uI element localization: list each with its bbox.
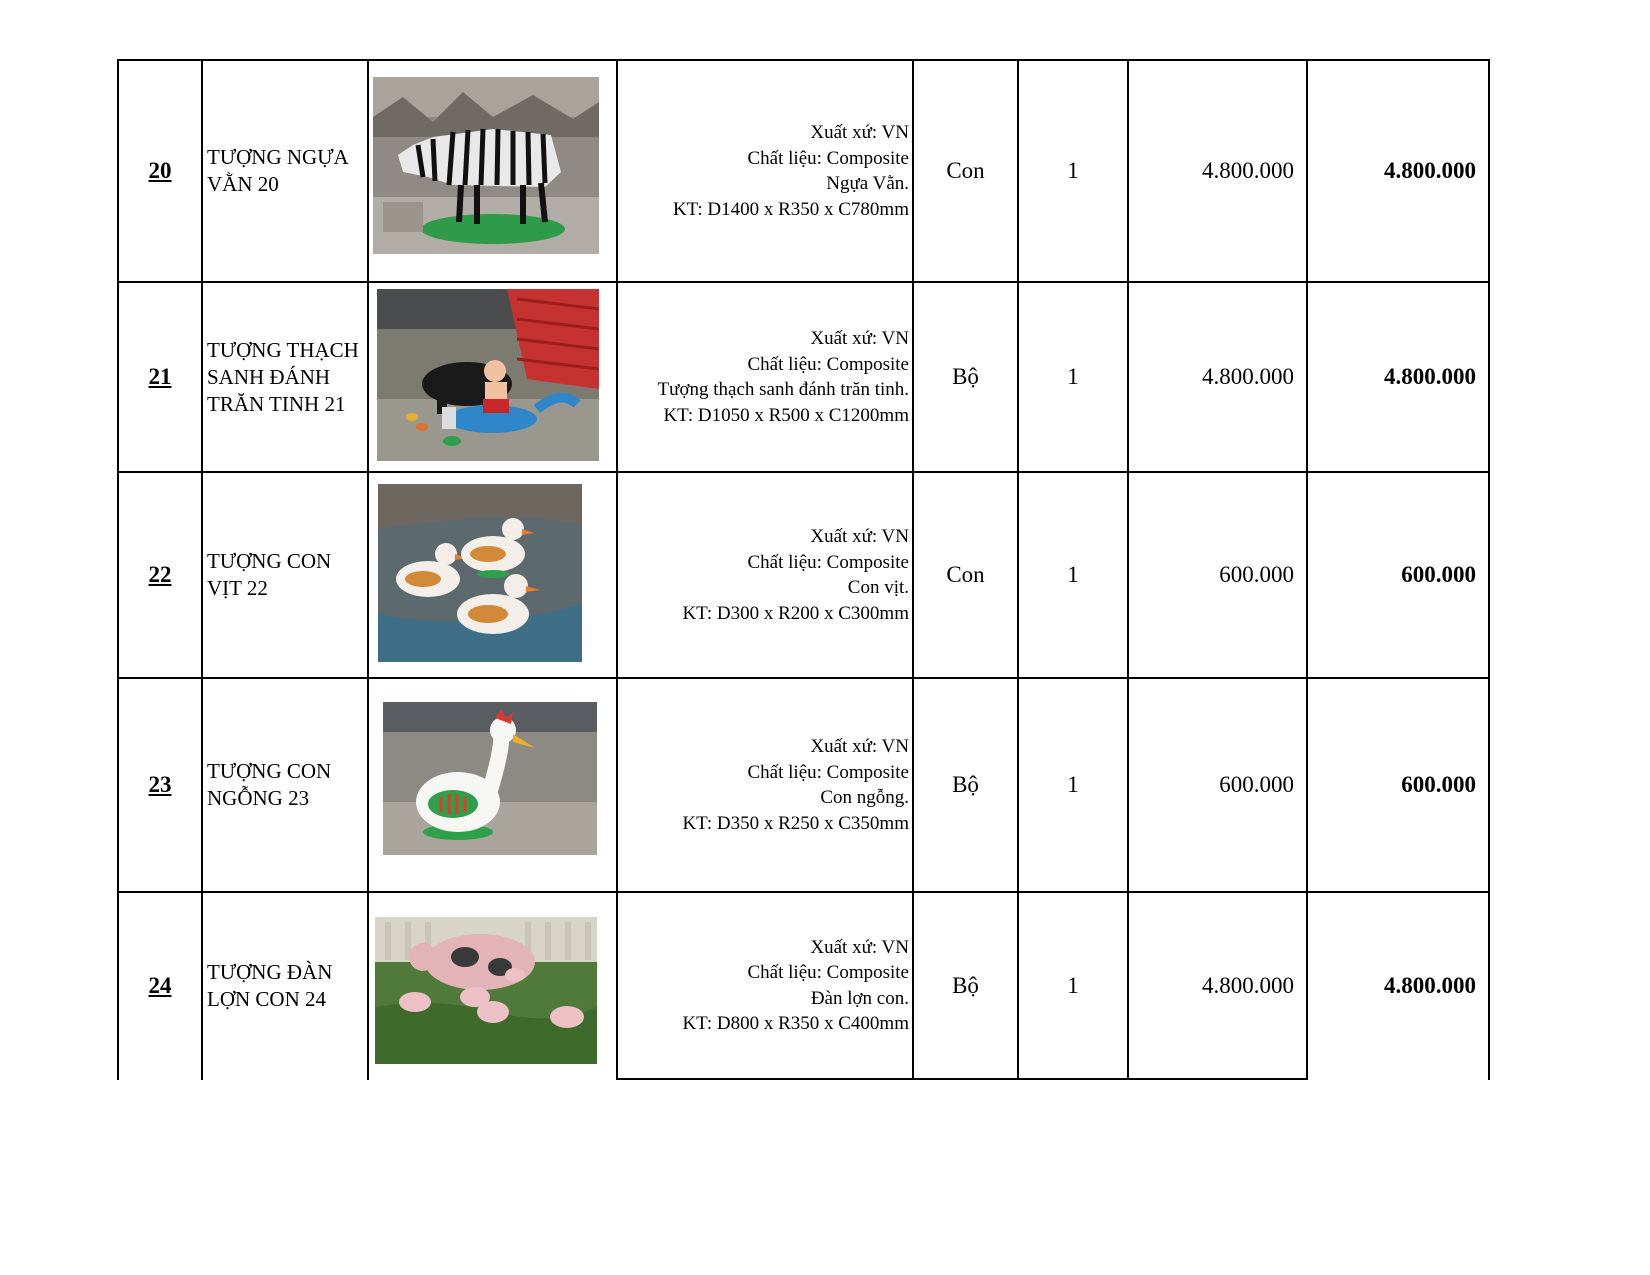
item-name [203,473,367,677]
item-unit: Bộ [952,364,979,389]
item-unit: Bộ [952,972,979,998]
item-unit: Bộ [952,772,979,797]
material-line: Chất liệu: Composite [747,147,909,169]
item-name [203,679,367,891]
item-quantity: 1 [1067,772,1079,797]
item-description [618,679,912,891]
origin-line: Xuất xứ: VN [810,936,909,958]
dimensions-line: KT: D300 x R200 x C300mm [682,602,909,624]
description-line: Con vịt. [847,577,909,598]
item-unit-price: 600.000 [1219,562,1294,587]
duck-statues-photo [378,484,582,662]
item-quantity: 1 [1067,364,1079,389]
item-total: 4.800.000 [1384,158,1476,183]
description-line: Con ngỗng. [820,787,909,808]
origin-line: Xuất xứ: VN [810,328,909,349]
item-name [203,61,367,281]
zebra-statue-photo [373,77,599,254]
item-number: 22 [148,562,172,587]
item-description [618,61,912,281]
item-name-line: TƯỢNG NGỰA [207,145,349,169]
item-name-line: SANH ĐÁNH [207,364,331,389]
item-name-line: TƯỢNG ĐÀN [207,959,333,984]
goose-statue-photo [383,702,597,855]
item-quantity: 1 [1067,562,1079,587]
item-number: 23 [148,772,172,797]
item-quantity: 1 [1067,972,1079,998]
description-line: Ngựa Vằn. [826,173,909,194]
item-unit-price: 4.800.000 [1202,972,1294,998]
item-number: 24 [148,972,172,998]
item-unit-price: 600.000 [1219,772,1294,797]
grid-line [367,59,369,1080]
material-line: Chất liệu: Composite [747,353,909,375]
item-name-line: TƯỢNG THẠCH [207,337,359,362]
item-name-line: TƯỢNG CON [207,549,332,573]
item-number: 20 [148,158,172,183]
item-unit-price: 4.800.000 [1202,158,1294,183]
item-unit: Con [946,158,985,183]
origin-line: Xuất xứ: VN [810,736,909,757]
dimensions-line: KT: D1400 x R350 x C780mm [672,198,909,220]
item-description [618,473,912,677]
dimensions-line: KT: D1050 x R500 x C1200mm [663,404,909,426]
item-name [203,283,367,471]
item-name-line: NGỖNG 23 [207,786,310,810]
material-line: Chất liệu: Composite [747,962,909,983]
dimensions-line: KT: D350 x R250 x C350mm [682,812,909,834]
item-unit: Con [946,562,985,587]
piglet-statues-photo [375,917,597,1064]
description-line: Đàn lợn con. [810,987,909,1009]
item-number: 21 [148,364,172,389]
item-name-line: LỢN CON 24 [207,986,326,1011]
material-line: Chất liệu: Composite [747,551,909,573]
item-name-line: TƯỢNG CON [207,759,332,783]
grid-line [1488,59,1490,1080]
item-description [618,893,912,1078]
item-name [203,893,367,1078]
item-name-line: TRĂN TINH 21 [207,391,346,416]
item-name-line: VẰN 20 [207,172,279,196]
item-unit-price: 4.800.000 [1202,364,1294,389]
origin-line: Xuất xứ: VN [810,526,909,547]
item-description [618,283,912,471]
item-total: 600.000 [1401,562,1476,587]
item-total: 600.000 [1401,772,1476,797]
dimensions-line: KT: D800 x R350 x C400mm [682,1013,909,1034]
thach-sanh-statue-photo [377,289,599,461]
origin-line: Xuất xứ: VN [810,122,909,143]
item-name-line: VỊT 22 [207,576,268,600]
item-quantity: 1 [1067,158,1079,183]
material-line: Chất liệu: Composite [747,761,909,783]
grid-line [616,1078,1308,1080]
item-total: 4.800.000 [1384,972,1476,998]
item-total: 4.800.000 [1384,364,1476,389]
description-line: Tượng thạch sanh đánh trăn tinh. [657,379,909,400]
